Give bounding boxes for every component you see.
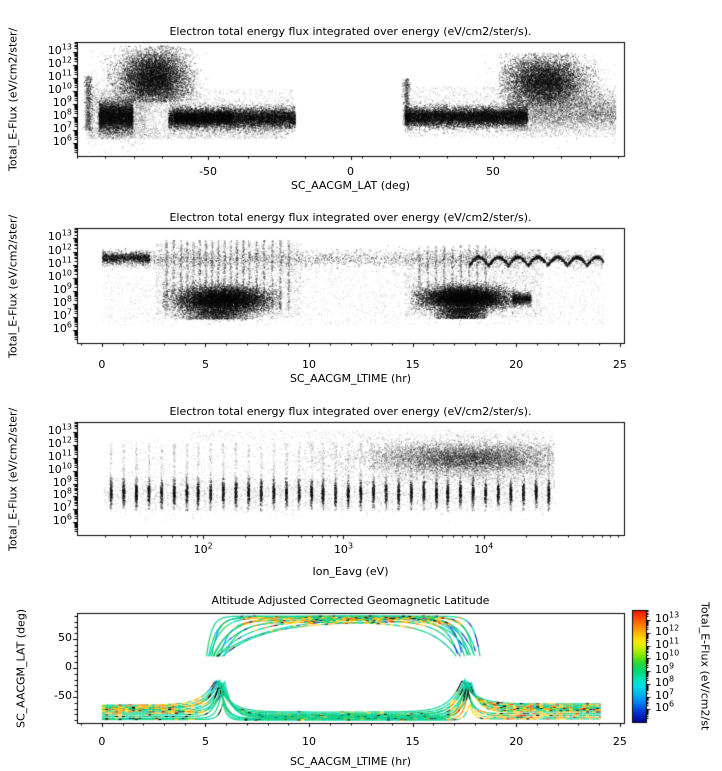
tick-label: 20 — [509, 358, 524, 371]
panel1-xaxis-label: SC_AACGM_LAT (deg) — [290, 179, 411, 192]
tick-label: $10^{12}$ — [47, 435, 72, 451]
tick-label: $10^6$ — [52, 512, 72, 528]
panel4-title: Altitude Adjusted Corrected Geomagnetic Latitude — [211, 594, 490, 607]
tick-label: $10^{11}$ — [47, 68, 72, 84]
tick-label: $10^9$ — [52, 281, 72, 296]
tick-label: $10^{13}$ — [47, 422, 72, 438]
tick-label: $10^{10}$ — [655, 648, 680, 664]
panel1-title: Electron total energy flux integrated over energy (eV/cm2/ster/s). — [169, 25, 532, 38]
tick-label: -50 — [199, 165, 218, 178]
tick-label: $10^{11}$ — [47, 448, 72, 463]
tick-label: $10^{10}$ — [47, 268, 72, 283]
colorbar-label: Total_E-Flux (eV/cm2/st — [698, 601, 712, 731]
tick-label: $10^{10}$ — [47, 461, 72, 476]
tick-label: 15 — [405, 735, 420, 748]
panel1-yaxis-label: Total_E-Flux (eV/cm2/ster/ — [6, 27, 20, 171]
tick-label: $10^8$ — [52, 294, 72, 309]
tick-label: 50 — [58, 631, 72, 645]
tick-label: $10^9$ — [655, 661, 675, 677]
tick-label: $10^3$ — [333, 541, 354, 556]
panel4-xaxis-label: SC_AACGM_LTIME (hr) — [289, 755, 412, 768]
tick-label: $10^7$ — [52, 499, 72, 515]
tick-label: $10^2$ — [193, 541, 213, 556]
tick-label: $10^6$ — [52, 133, 72, 149]
tick-label: $10^4$ — [474, 541, 494, 556]
tick-label: $10^{12}$ — [47, 55, 72, 71]
tick-label: 0 — [347, 165, 354, 178]
tick-label: 10 — [302, 358, 317, 371]
tick-label: 5 — [201, 358, 209, 371]
tick-label: 25 — [612, 735, 627, 748]
panel3-xaxis-label: Ion_Eavg (eV) — [312, 565, 389, 578]
tick-label: $10^8$ — [52, 107, 72, 123]
tick-label: $10^6$ — [52, 320, 72, 335]
tick-label: -50 — [54, 688, 72, 702]
tick-label: $10^9$ — [52, 473, 72, 489]
tick-label: $10^{13}$ — [655, 610, 680, 626]
tick-label: $10^{12}$ — [47, 241, 72, 257]
tick-label: 50 — [485, 165, 500, 178]
tick-label: $10^{13}$ — [47, 42, 72, 58]
tick-label: $10^8$ — [655, 674, 675, 689]
panel2-xaxis-label: SC_AACGM_LTIME (hr) — [289, 372, 412, 385]
tick-label: $10^7$ — [52, 307, 72, 322]
tick-label: $10^{11}$ — [47, 254, 72, 270]
tick-label: $10^{10}$ — [47, 81, 72, 97]
tick-label: 5 — [201, 735, 209, 748]
tick-label: 0 — [98, 358, 106, 371]
tick-label: 10 — [302, 735, 317, 748]
tick-label: 20 — [509, 735, 524, 748]
tick-label: 15 — [405, 358, 420, 371]
panel2-title: Electron total energy flux integrated over energy (eV/cm2/ster/s). — [169, 211, 532, 224]
tick-label: $10^{12}$ — [655, 623, 680, 638]
tick-label: $10^7$ — [655, 686, 675, 702]
tick-label: 0 — [65, 660, 72, 673]
tick-label: $10^{11}$ — [655, 635, 680, 651]
tick-label: $10^6$ — [655, 699, 675, 715]
tick-label: $10^8$ — [52, 486, 72, 502]
panel4-yaxis-label: SC_AACGM_LAT (deg) — [14, 608, 28, 728]
panel2-yaxis-label: Total_E-Flux (eV/cm2/ster/ — [6, 214, 20, 358]
tick-label: $10^{13}$ — [47, 228, 72, 244]
panel3-title: Electron total energy flux integrated over energy (eV/cm2/ster/s). — [169, 405, 532, 418]
tick-label: $10^9$ — [52, 94, 72, 110]
panel3-yaxis-label: Total_E-Flux (eV/cm2/ster/ — [6, 407, 20, 551]
tick-label: 25 — [612, 358, 627, 371]
tick-label: 0 — [98, 735, 106, 748]
tick-label: $10^7$ — [52, 120, 72, 136]
